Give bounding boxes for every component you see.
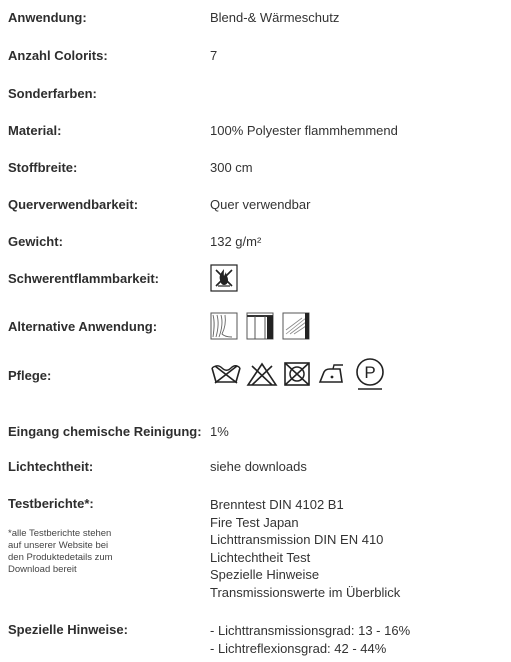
note-line: den Produktedetails zum bbox=[8, 552, 113, 563]
label-chemische-reinigung: Eingang chemische Reinigung: bbox=[8, 424, 202, 439]
dry-clean-p-icon bbox=[354, 357, 386, 391]
label-anwendung: Anwendung: bbox=[8, 10, 87, 25]
note-line: auf unserer Website bei bbox=[8, 540, 109, 551]
value-gewicht: 132 g/m² bbox=[210, 234, 262, 249]
alternative-use-icons bbox=[210, 312, 310, 340]
drape-curtain-icon bbox=[210, 312, 238, 340]
report-fire-test-japan[interactable]: Fire Test Japan bbox=[210, 514, 299, 530]
report-transmissionswerte[interactable]: Transmissionswerte im Überblick bbox=[210, 584, 401, 600]
note-line: *alle Testberichte stehen bbox=[8, 528, 112, 539]
report-spezielle-hinweise[interactable]: Spezielle Hinweise bbox=[210, 567, 320, 582]
label-material: Material: bbox=[8, 123, 62, 138]
value-lichtechtheit: siehe downloads bbox=[210, 459, 307, 474]
hinweis-item: - Lichtreflexionsgrad: 42 - 44% bbox=[210, 640, 387, 656]
no-tumble-dry-icon bbox=[282, 360, 312, 388]
dry-clean-letter: P bbox=[364, 363, 376, 382]
label-alternative-anwendung: Alternative Anwendung: bbox=[8, 319, 158, 334]
testberichte-note bbox=[8, 528, 113, 576]
label-lichtechtheit: Lichtechtheit: bbox=[8, 459, 94, 474]
label-testberichte: Testberichte*: bbox=[8, 496, 94, 511]
note-line: Download bereit bbox=[8, 564, 77, 575]
label-schwerentflammbarkeit: Schwerentflammbarkeit: bbox=[8, 271, 159, 286]
label-anzahl-colorits: Anzahl Colorits: bbox=[8, 48, 108, 63]
label-stoffbreite: Stoffbreite: bbox=[8, 160, 78, 175]
hinweise-list bbox=[210, 622, 410, 657]
no-wash-icon bbox=[210, 360, 242, 388]
panel-curtain-icon bbox=[246, 312, 274, 340]
value-anzahl-colorits: 7 bbox=[210, 48, 218, 63]
value-chemische-reinigung: 1% bbox=[210, 424, 229, 439]
flame-retardant-icon bbox=[210, 264, 238, 292]
value-anwendung: Blend-& Wärmeschutz bbox=[210, 10, 340, 25]
label-pflege: Pflege: bbox=[8, 368, 52, 383]
label-querverwendbarkeit: Querverwendbarkeit: bbox=[8, 197, 139, 212]
flammability-icons bbox=[210, 264, 238, 292]
testberichte-list bbox=[210, 496, 400, 601]
report-lichtechtheit-test[interactable]: Lichtechtheit Test bbox=[210, 549, 311, 565]
value-querverwendbarkeit: Quer verwendbar bbox=[210, 197, 311, 212]
iron-low-icon bbox=[316, 360, 348, 388]
care-icons bbox=[210, 357, 386, 391]
roller-blind-icon bbox=[282, 312, 310, 340]
value-stoffbreite: 300 cm bbox=[210, 160, 253, 175]
label-sonderfarben: Sonderfarben: bbox=[8, 86, 97, 101]
report-lichttransmission[interactable]: Lichttransmission DIN EN 410 bbox=[210, 532, 384, 547]
label-gewicht: Gewicht: bbox=[8, 234, 63, 249]
report-brenntest[interactable]: Brenntest DIN 4102 B1 bbox=[210, 497, 344, 512]
label-spezielle-hinweise: Spezielle Hinweise: bbox=[8, 622, 128, 637]
no-bleach-icon bbox=[246, 360, 278, 388]
hinweis-item: - Lichttransmissionsgrad: 13 - 16% bbox=[210, 623, 411, 638]
value-material: 100% Polyester flammhemmend bbox=[210, 123, 398, 138]
